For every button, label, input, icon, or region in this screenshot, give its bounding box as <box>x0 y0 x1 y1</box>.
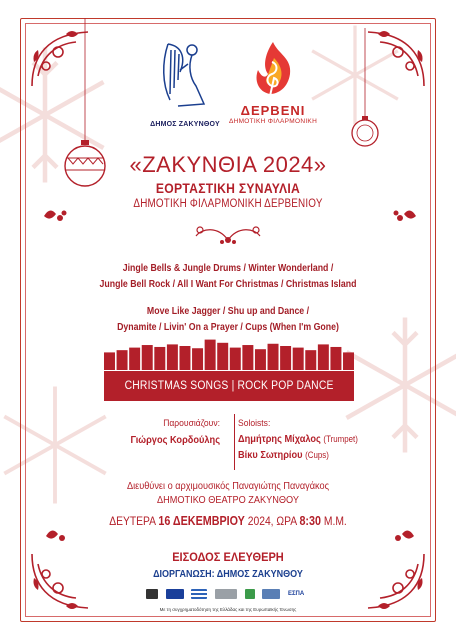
presenter-block <box>70 418 220 446</box>
philharmonic-subtitle: ΔΗΜΟΤΙΚΗ ΦΙΛΑΡΜΟΝΙΚΗ <box>228 118 318 125</box>
philharmonic-name: ΔΕΡΒΕΝΙ <box>240 103 306 118</box>
greek-flag-icon <box>191 589 207 599</box>
setlist-line: Jungle Bell Rock / All I Want For Christmas / Christmas Island <box>99 279 357 290</box>
soloist-instrument: (Trumpet) <box>323 434 358 444</box>
equalizer-bar <box>268 344 279 370</box>
event-subtitle: ΕΟΡΤΑΣΤΙΚΗ ΣΥΝΑΥΛΙΑ <box>155 181 301 196</box>
harp-player-icon <box>158 38 212 114</box>
soloist-row <box>238 433 370 445</box>
genre-label: CHRISTMAS SONGS | ROCK POP DANCE <box>124 380 334 392</box>
setlist-line: Dynamite / Livin' On a Prayer / Cups (When I'm Gone) <box>117 322 339 333</box>
equalizer-bar <box>318 344 329 370</box>
soloists-label: Soloists: <box>238 418 271 429</box>
setlist-rock <box>32 304 424 336</box>
conductor-venue <box>0 480 456 508</box>
municipality-name: ΔΗΜΟΣ ΖΑΚΥΝΘΟΥ <box>150 121 220 128</box>
equalizer-bar <box>242 345 253 370</box>
equalizer-graphic <box>104 338 354 370</box>
sponsor-logo <box>215 589 237 599</box>
free-entry-text: ΕΙΣΟΔΟΣ ΕΛΕΥΘΕΡΗ <box>172 550 284 564</box>
equalizer-bar <box>129 348 140 370</box>
soloist-name: Βίκυ Σωτηρίου <box>238 449 303 461</box>
vertical-divider <box>234 414 235 470</box>
event-date <box>0 514 456 528</box>
equalizer-bar <box>142 345 153 370</box>
equalizer-bar <box>192 348 203 370</box>
setlist-line: Jingle Bells & Jungle Drums / Winter Wonderland / <box>122 263 334 274</box>
funding-note: Με τη συγχρηματοδότηση της Ελλάδας και της Ευρωπαϊκής Ένωσης <box>159 607 297 612</box>
flourish-divider-icon <box>188 220 268 246</box>
setlist-line: Move Like Jagger / Shu up and Dance / <box>146 306 310 317</box>
venue-line: ΔΗΜΟΤΙΚΟ ΘΕΑΤΡΟ ΖΑΚΥΝΘΟΥ <box>157 495 299 506</box>
equalizer-bar <box>104 352 115 370</box>
free-entry <box>0 550 456 564</box>
equalizer-bar <box>117 350 128 370</box>
soloist-row <box>238 449 370 461</box>
sponsor-logo <box>245 589 255 599</box>
christmas-ornament-icon <box>350 28 380 158</box>
date-day: ΔΕΥΤΕΡΑ <box>109 514 156 528</box>
equalizer-bar <box>205 340 216 370</box>
equalizer-bar <box>255 349 266 370</box>
equalizer-bar <box>230 348 241 370</box>
equalizer-bar <box>305 350 316 370</box>
equalizer-bar <box>154 347 165 370</box>
event-title: «ΖΑΚΥΝΘΙΑ 2024» <box>129 152 327 177</box>
conductor-line: Διευθύνει ο αρχιμουσικός Παναγιώτης Παναγάκος <box>126 481 330 492</box>
equalizer-bar <box>179 346 190 370</box>
eu-flag-icon <box>166 589 184 599</box>
presenter-label: Παρουσιάζουν: <box>163 418 220 429</box>
soloists-block <box>238 418 388 461</box>
date-ampm: Μ.Μ. <box>323 514 347 528</box>
date-time: 8:30 <box>299 514 321 528</box>
organization <box>0 569 456 580</box>
equalizer-bar <box>280 346 291 370</box>
sponsor-logo <box>262 589 280 599</box>
sponsor-logos <box>146 587 310 601</box>
presenter-name: Γιώργος Κορδούλης <box>130 434 220 446</box>
equalizer-bar <box>217 343 228 370</box>
philharmonic-logo <box>228 40 318 125</box>
sponsor-logo <box>146 589 158 599</box>
setlist-christmas <box>32 261 424 293</box>
flame-treble-clef-icon <box>248 40 298 98</box>
date-year: 2024, ΩΡΑ <box>247 514 297 528</box>
soloist-name: Δημήτρης Μίχαλος <box>238 433 321 445</box>
soloist-instrument: (Cups) <box>305 450 329 460</box>
date-bold: 16 ΔΕΚΕΜΒΡΙΟΥ <box>158 514 245 528</box>
equalizer-bar <box>330 347 341 370</box>
organization-text: ΔΙΟΡΓΑΝΩΣΗ: ΔΗΜΟΣ ΖΑΚΥΝΘΟΥ <box>153 569 303 580</box>
espa-logo: ΕΣΠΑ <box>287 591 305 597</box>
equalizer-bar <box>167 344 178 370</box>
equalizer-bar <box>343 352 354 370</box>
genre-band <box>104 371 354 401</box>
municipality-logo <box>150 38 220 128</box>
equalizer-bar <box>293 348 304 370</box>
event-organizer: ΔΗΜΟΤΙΚΗ ΦΙΛΑΡΜΟΝΙΚΗ ΔΕΡΒΕΝΙΟΥ <box>133 198 323 210</box>
